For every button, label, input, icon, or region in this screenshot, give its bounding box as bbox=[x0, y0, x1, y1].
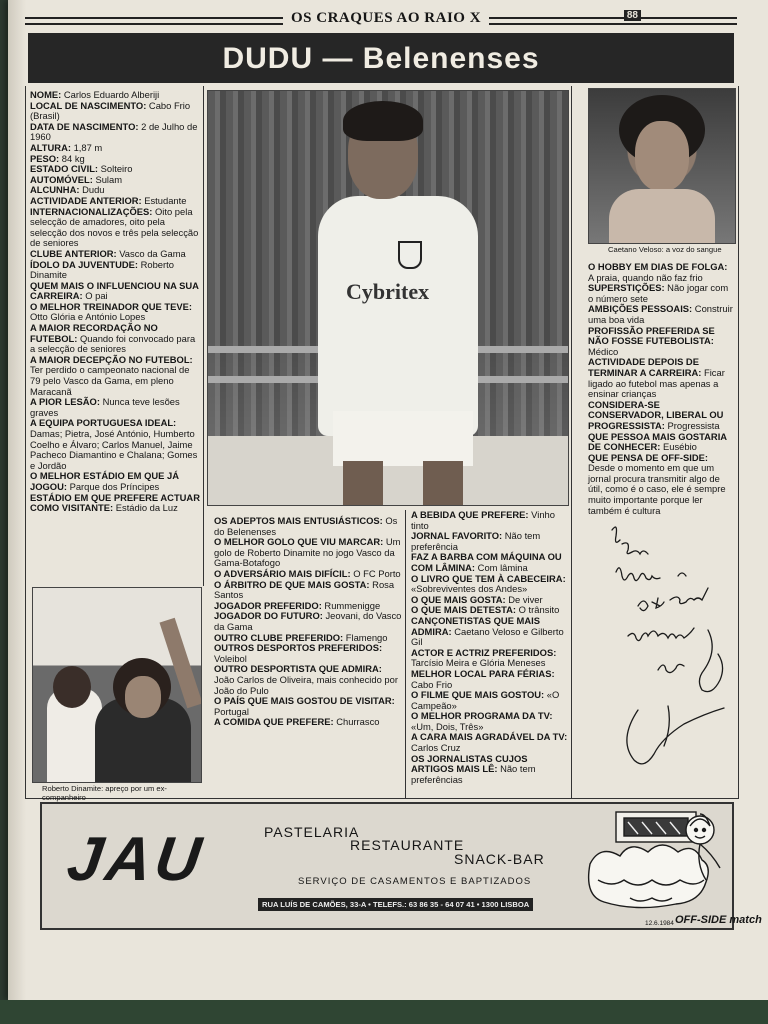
profile-entry bbox=[214, 580, 402, 601]
profile-question: QUEM MAIS O INFLUENCIOU NA SUA CARREIRA: bbox=[30, 279, 199, 302]
publication-brand: OFF-SIDE match bbox=[675, 914, 762, 926]
profile-entry bbox=[411, 648, 569, 669]
profile-answer: O pai bbox=[82, 290, 108, 302]
profile-question: O PAÍS QUE MAIS GOSTOU DE VISITAR: bbox=[214, 695, 395, 707]
profile-answer: Carlos Cruz bbox=[411, 742, 461, 754]
profile-entry bbox=[411, 510, 569, 531]
profile-answer: «Um, Dois, Três» bbox=[411, 720, 484, 732]
profile-entry bbox=[588, 304, 734, 325]
profile-question: MELHOR LOCAL PARA FÉRIAS: bbox=[411, 667, 555, 679]
page-number: 88 bbox=[624, 10, 641, 21]
profile-answer: Os do Belenenses bbox=[214, 515, 398, 537]
column-divider bbox=[405, 510, 406, 798]
profile-answer: De viver bbox=[505, 593, 543, 605]
profile-entry bbox=[588, 283, 734, 304]
profile-question: INTERNACIONALIZAÇÕES: bbox=[30, 205, 153, 217]
autograph-signature-icon bbox=[598, 510, 738, 780]
profile-question: OS JORNALISTAS CUJOS ARTIGOS MAIS LÊ: bbox=[411, 752, 528, 775]
profile-entry bbox=[411, 690, 569, 711]
main-player-photo bbox=[207, 90, 569, 506]
profile-question: QUE PESSOA MAIS GOSTARIA DE CONHECER: bbox=[588, 430, 727, 453]
profile-entry bbox=[411, 552, 569, 573]
profile-answer: Dudu bbox=[79, 184, 105, 196]
profile-question: A EQUIPA PORTUGUESA IDEAL: bbox=[30, 417, 177, 429]
profile-answer: Caetano Veloso e Gilberto Gil bbox=[411, 625, 564, 648]
profile-answer: Churrasco bbox=[333, 716, 380, 728]
profile-answer: Com lâmina bbox=[475, 561, 528, 573]
profile-question: CLUBE ANTERIOR: bbox=[30, 247, 117, 259]
profile-answer: Não tem preferência bbox=[411, 530, 541, 552]
profile-question: ÍDOLO DA JUVENTUDE: bbox=[30, 258, 138, 270]
profile-entry bbox=[411, 616, 569, 648]
portrait-torso bbox=[609, 189, 715, 244]
profile-entry bbox=[588, 262, 734, 283]
profile-answer: Solteiro bbox=[98, 163, 133, 175]
profile-answer: Vasco da Gama bbox=[116, 247, 186, 259]
small-photo-caption: Roberto Dinamite: apreço por um ex-companheiro bbox=[42, 784, 167, 802]
profile-question: DATA DE NASCIMENTO: bbox=[30, 120, 139, 132]
ad-services: SERVIÇO DE CASAMENTOS E BAPTIZADOS bbox=[298, 876, 532, 887]
pastry-illustration-icon bbox=[570, 808, 730, 924]
profile-answer: Jeovani, do Vasco da Gama bbox=[214, 610, 402, 632]
profile-answer: Sulam bbox=[92, 173, 123, 185]
profile-question: LOCAL DE NASCIMENTO: bbox=[30, 99, 147, 111]
club-crest-icon bbox=[398, 241, 422, 269]
profile-entry bbox=[214, 643, 402, 664]
profile-question: O LIVRO QUE TEM À CABECEIRA: bbox=[411, 572, 566, 584]
profile-question: ACTIVIDADE ANTERIOR: bbox=[30, 194, 142, 206]
profile-answer: Ter perdido o campeonato nacional de 79 pelo Vasco da Gama, em pleno Maracanã bbox=[30, 364, 190, 397]
jau-logo: JAU bbox=[63, 825, 209, 894]
profile-answer: Rummenigge bbox=[321, 599, 381, 611]
profile-answer: Carlos Eduardo Alberiji bbox=[61, 89, 160, 100]
profile-entry bbox=[30, 355, 200, 397]
profile-column-2 bbox=[214, 516, 402, 728]
profile-question: A PIOR LESÃO: bbox=[30, 396, 100, 408]
profile-answer: Damas; Pietra, José António, Humberto Coelho e Álvaro; Carlos Manuel, Jaime Pacheco Diamantino e Chalana; Gomes e Jordão bbox=[30, 428, 198, 471]
profile-question: O MELHOR TREINADOR QUE TEVE: bbox=[30, 300, 192, 312]
profile-entry bbox=[30, 397, 200, 418]
profile-question: AMBIÇÕES PESSOAIS: bbox=[588, 303, 693, 315]
profile-question: SUPERSTIÇÕES: bbox=[588, 282, 665, 294]
profile-question: NOME: bbox=[30, 89, 62, 100]
profile-question: A CARA MAIS AGRADÁVEL DA TV: bbox=[411, 731, 568, 743]
player-hair bbox=[343, 101, 423, 141]
profile-entry bbox=[411, 711, 569, 732]
profile-answer: Roberto Dinamite bbox=[30, 258, 174, 281]
profile-answer: Estudante bbox=[141, 194, 187, 206]
profile-question: ESTÁDIO EM QUE PREFERE ACTUAR COMO VISITANTE: bbox=[30, 491, 200, 514]
page-fold-shadow bbox=[8, 0, 26, 1000]
profile-question: A MAIOR DECEPÇÃO NO FUTEBOL: bbox=[30, 353, 193, 365]
profile-question: O MELHOR PROGRAMA DA TV: bbox=[411, 710, 553, 722]
player-shorts bbox=[333, 411, 473, 466]
profile-question: O FILME QUE MAIS GOSTOU: bbox=[411, 689, 545, 701]
profile-answer: Parque dos Príncipes bbox=[66, 480, 160, 492]
profile-question: PESO: bbox=[30, 152, 60, 164]
profile-answer: Vinho tinto bbox=[411, 509, 555, 531]
profile-entry bbox=[588, 400, 734, 432]
profile-answer: A praia, quando não faz frio bbox=[588, 271, 703, 283]
background-surface bbox=[0, 1000, 768, 1024]
profile-entry bbox=[214, 664, 402, 696]
column-divider bbox=[571, 86, 572, 798]
profile-entry bbox=[411, 531, 569, 552]
profile-answer: 84 kg bbox=[59, 152, 85, 164]
profile-entry bbox=[411, 754, 569, 786]
profile-answer: Oito pela selecção de amadores, oito pela selecção dos novos e três pela selecção de seniores bbox=[30, 205, 199, 249]
person-right-face bbox=[125, 676, 161, 718]
profile-question: OUTROS DESPORTOS PREFERIDOS: bbox=[214, 642, 383, 654]
profile-question: JOGADOR DO FUTURO: bbox=[214, 610, 323, 622]
profile-entry bbox=[30, 101, 200, 122]
portrait-caption: Caetano Veloso: a voz do sangue bbox=[608, 245, 722, 254]
profile-question: ESTADO CIVIL: bbox=[30, 163, 99, 175]
profile-entry bbox=[30, 260, 200, 281]
profile-question: OUTRO DESPORTISTA QUE ADMIRA: bbox=[214, 663, 382, 675]
profile-question: O QUE MAIS DETESTA: bbox=[411, 604, 517, 616]
profile-column-4 bbox=[588, 262, 734, 516]
profile-answer: Portugal bbox=[214, 705, 249, 717]
series-title: OS CRAQUES AO RAIO X bbox=[283, 10, 489, 27]
profile-answer: Desde o momento em que um jornal procura transmitir algo de útil, como é o caso, ele é sempre muito importante porque ler também é cultura bbox=[588, 462, 726, 516]
player-leg bbox=[423, 461, 463, 505]
profile-question: A BEBIDA QUE PREFERE: bbox=[411, 509, 529, 520]
shirt-sponsor: Cybritex bbox=[346, 279, 430, 304]
profile-question: CANÇONETISTAS QUE MAIS ADMIRA: bbox=[411, 614, 540, 637]
player-leg bbox=[343, 461, 383, 505]
player-shirt bbox=[318, 196, 478, 436]
ad-line-pastelaria: PASTELARIA bbox=[264, 824, 360, 840]
profile-question: O ADVERSÁRIO MAIS DIFÍCIL: bbox=[214, 567, 351, 579]
profile-question: JORNAL FAVORITO: bbox=[411, 530, 503, 542]
profile-entry bbox=[30, 281, 200, 302]
profile-entry bbox=[214, 696, 402, 717]
roberto-dinamite-photo bbox=[32, 587, 202, 783]
profile-question: O MELHOR ESTÁDIO EM QUE JÁ JOGOU: bbox=[30, 470, 179, 492]
headline-banner: DUDU — Belenenses bbox=[28, 33, 734, 83]
profile-entry bbox=[30, 418, 200, 471]
jau-advertisement bbox=[40, 802, 734, 930]
profile-answer: O trânsito bbox=[516, 604, 560, 616]
handwritten-autograph bbox=[598, 510, 738, 780]
profile-answer: Construir uma boa vida bbox=[588, 303, 733, 325]
profile-answer: Cabo Frio bbox=[411, 678, 453, 690]
profile-entry bbox=[588, 432, 734, 453]
profile-question: ALTURA: bbox=[30, 141, 71, 153]
portrait-face bbox=[635, 121, 689, 191]
profile-question: FAZ A BARBA COM MÁQUINA OU COM LÂMINA: bbox=[411, 551, 562, 573]
profile-question: O ÁRBITRO DE QUE MAIS GOSTA: bbox=[214, 578, 370, 590]
profile-entry bbox=[588, 326, 734, 358]
profile-answer: Otto Glória e António Lopes bbox=[30, 311, 146, 323]
profile-entry bbox=[30, 207, 200, 249]
profile-answer: Tarcísio Meira e Glória Meneses bbox=[411, 657, 546, 669]
profile-entry bbox=[30, 302, 200, 323]
profile-answer: O FC Porto bbox=[350, 567, 401, 579]
profile-question: OS ADEPTOS MAIS ENTUSIÁSTICOS: bbox=[214, 515, 383, 526]
profile-entry bbox=[411, 574, 569, 595]
profile-answer: Não jogar com o número sete bbox=[588, 282, 729, 304]
profile-answer: Rosa Santos bbox=[214, 578, 395, 601]
profile-question: O HOBBY EM DIAS DE FOLGA: bbox=[588, 261, 728, 272]
profile-answer: Um golo de Roberto Dinamite no jogo Vasco da Gama-Botafogo bbox=[214, 536, 401, 569]
profile-answer: Ficar ligado ao futebol mas apenas a ensinar crianças bbox=[588, 366, 725, 400]
profile-entry bbox=[30, 122, 200, 143]
profile-answer: Eusébio bbox=[660, 441, 697, 453]
profile-question: QUE PENSA DE OFF-SIDE: bbox=[588, 451, 708, 463]
profile-entry bbox=[588, 453, 734, 517]
profile-question: CONSIDERA-SE CONSERVADOR, LIBERAL OU PROGRESSISTA: bbox=[588, 398, 724, 431]
profile-column-1 bbox=[30, 90, 200, 514]
profile-answer: Não tem preferências bbox=[411, 763, 536, 785]
profile-question: A MAIOR RECORDAÇÃO NO FUTEBOL: bbox=[30, 322, 158, 344]
profile-entry bbox=[411, 732, 569, 753]
profile-answer: Flamengo bbox=[343, 631, 388, 643]
profile-answer: Cabo Frio (Brasil) bbox=[30, 99, 191, 122]
profile-question: ACTOR E ACTRIZ PREFERIDOS: bbox=[411, 646, 557, 658]
profile-question: A COMIDA QUE PREFERE: bbox=[214, 716, 334, 728]
profile-question: O MELHOR GOLO QUE VIU MARCAR: bbox=[214, 536, 384, 548]
column-divider bbox=[203, 86, 204, 586]
profile-answer: Médico bbox=[588, 345, 619, 357]
profile-answer: «Sobreviventes dos Andes» bbox=[411, 583, 528, 595]
ad-address: RUA LUÍS DE CAMÕES, 33-A • TELEFS.: 63 86 35 - 64 07 41 • 1300 LISBOA bbox=[258, 898, 533, 911]
profile-question: AUTOMÓVEL: bbox=[30, 173, 93, 185]
profile-entry bbox=[30, 471, 200, 492]
profile-answer: Nunca teve lesões graves bbox=[30, 396, 180, 418]
ad-line-restaurante: RESTAURANTE bbox=[350, 837, 465, 853]
profile-answer: 2 de Julho de 1960 bbox=[30, 120, 198, 143]
profile-answer: Progressista bbox=[664, 419, 720, 431]
profile-column-3 bbox=[411, 510, 569, 785]
profile-answer: João Carlos de Oliveira, mais conhecido por João do Pulo bbox=[214, 673, 398, 696]
profile-question: ACTIVIDADE DEPOIS DE TERMINAR A CARREIRA: bbox=[588, 356, 702, 378]
profile-question: JOGADOR PREFERIDO: bbox=[214, 599, 322, 611]
issue-date: 12.6.1984 bbox=[645, 920, 674, 927]
profile-answer: Estádio da Luz bbox=[113, 502, 178, 514]
profile-entry bbox=[214, 537, 402, 569]
profile-question: OUTRO CLUBE PREFERIDO: bbox=[214, 631, 344, 643]
profile-entry bbox=[588, 357, 734, 399]
profile-question: ALCUNHA: bbox=[30, 184, 80, 196]
profile-entry bbox=[30, 493, 200, 514]
profile-answer: Quando foi convocado para a selecção de seniores bbox=[30, 332, 196, 355]
profile-entry bbox=[30, 323, 200, 355]
profile-entry bbox=[214, 516, 402, 537]
ad-line-snackbar: SNACK-BAR bbox=[454, 851, 545, 867]
profile-entry bbox=[214, 611, 402, 632]
profile-question: O QUE MAIS GOSTA: bbox=[411, 593, 506, 605]
person-left-head bbox=[53, 666, 91, 708]
profile-entry bbox=[214, 717, 402, 728]
profile-question: PROFISSÃO PREFERIDA SE NÃO FOSSE FUTEBOLISTA: bbox=[588, 324, 715, 347]
profile-answer: 1,87 m bbox=[70, 141, 103, 153]
profile-answer: Voleibol bbox=[214, 652, 247, 664]
profile-answer: «O Campeão» bbox=[411, 689, 560, 711]
series-header bbox=[25, 8, 737, 30]
profile-entry bbox=[411, 669, 569, 690]
caetano-veloso-photo bbox=[588, 88, 736, 244]
